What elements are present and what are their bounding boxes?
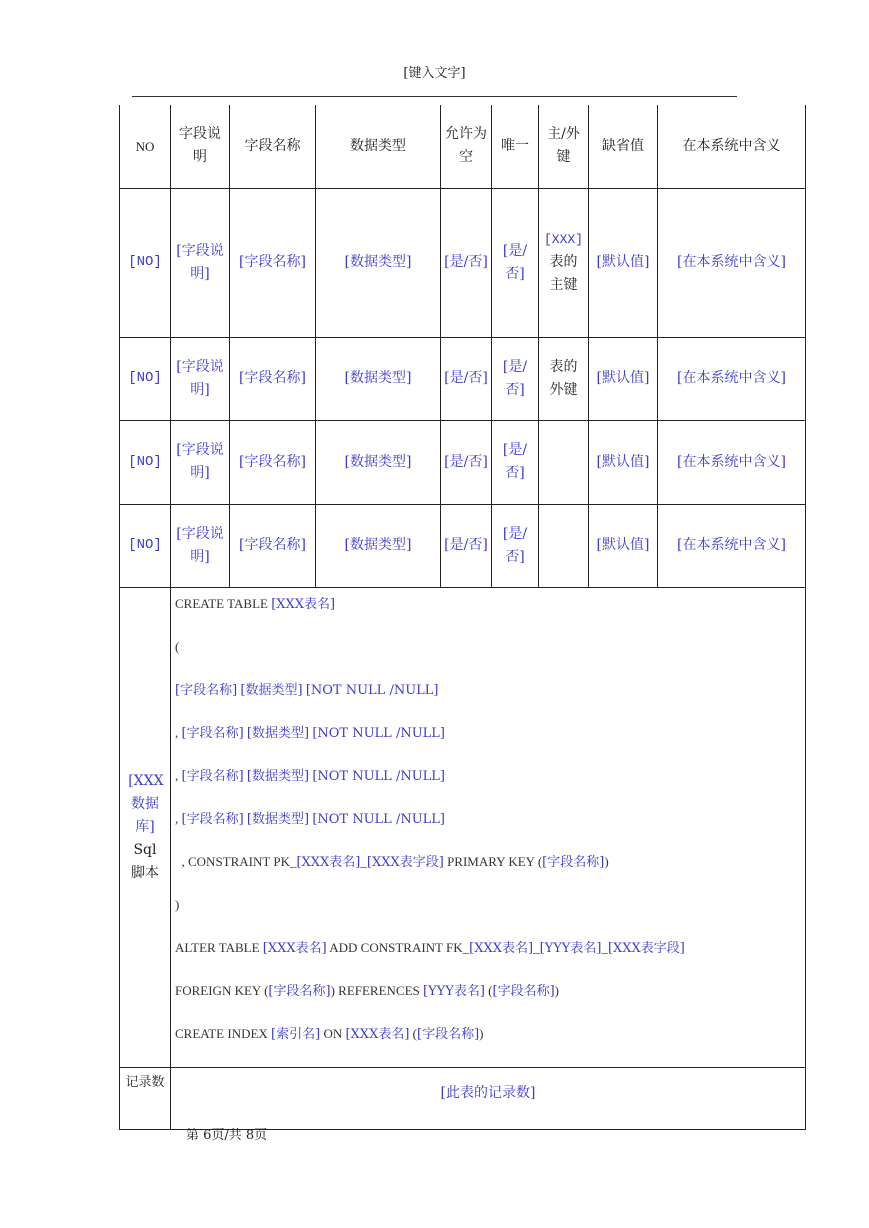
cell-default: [默认值] <box>589 337 658 420</box>
sql-line <box>175 1024 801 1067</box>
cell-data-type: [数据类型] <box>316 337 441 420</box>
sql-line <box>175 981 801 1024</box>
sql-keyword: ) <box>175 896 180 912</box>
sql-keyword: , <box>175 767 182 783</box>
sql-placeholder: [数据类型] <box>246 811 310 827</box>
key-text: 表的外键 <box>549 358 578 398</box>
cell-default: [默认值] <box>589 504 658 587</box>
sql-keyword: CREATE INDEX <box>175 1025 272 1041</box>
record-count-value: [此表的记录数] <box>171 1067 806 1129</box>
sql-keyword: ) <box>554 982 560 998</box>
sql-placeholder: [YYY表名] <box>423 983 485 999</box>
header-data-type: 数据类型 <box>316 105 441 188</box>
sql-placeholder: [字段名称] <box>181 725 244 741</box>
cell-key <box>539 420 589 504</box>
sql-placeholder: [XXX表名] <box>345 1026 410 1042</box>
record-count-label: 记录数 <box>120 1067 171 1129</box>
cell-meaning: [在本系统中含义] <box>658 420 806 504</box>
field-spec-table <box>119 105 806 1130</box>
cell-default: [默认值] <box>589 420 658 504</box>
cell-field-name: [字段名称] <box>230 504 316 587</box>
cell-data-type: [数据类型] <box>316 504 441 587</box>
sql-label-cell <box>120 587 171 1067</box>
key-table-ref: [XXX] <box>543 232 583 247</box>
sql-keyword: ADD CONSTRAINT FK_ <box>326 939 470 955</box>
sql-placeholder: [XXX表名] <box>271 596 336 612</box>
header-no: NO <box>120 105 171 188</box>
cell-field-name: [字段名称] <box>230 337 316 420</box>
cell-unique: [是/否] <box>492 188 539 337</box>
sql-placeholder: [字段名称] <box>181 768 244 784</box>
sql-keyword: ( <box>175 638 180 654</box>
cell-field-name: [字段名称] <box>230 188 316 337</box>
cell-meaning: [在本系统中含义] <box>658 504 806 587</box>
sql-placeholder: [XXX表字段] <box>366 854 444 870</box>
sql-placeholder: [XXX表名] <box>469 940 534 956</box>
table-row <box>120 188 806 337</box>
sql-line <box>175 637 801 680</box>
sql-keyword: ( <box>484 982 493 998</box>
sql-placeholder: [数据类型] <box>246 725 310 741</box>
cell-field-desc: [字段说明] <box>171 420 230 504</box>
page-footer: 第 6页/共 8页 <box>186 1128 268 1143</box>
sql-placeholder: [NOT NULL /NULL] <box>312 811 445 827</box>
sql-placeholder: [XXX表名] <box>296 854 361 870</box>
sql-placeholder: [字段名称] <box>268 983 331 999</box>
sql-keyword: ) REFERENCES <box>330 982 424 998</box>
sql-placeholder: [XXX表字段] <box>607 940 685 956</box>
table-row <box>120 337 806 420</box>
sql-keyword: ) <box>604 853 609 869</box>
sql-placeholder: [字段名称] <box>542 854 605 870</box>
sql-line <box>175 938 801 981</box>
cell-nullable: [是/否] <box>441 188 492 337</box>
sql-line <box>175 594 801 637</box>
cell-nullable: [是/否] <box>441 504 492 587</box>
sql-line <box>175 766 801 809</box>
sql-placeholder: [NOT NULL /NULL] <box>305 682 439 698</box>
sql-keyword: _ <box>533 939 540 955</box>
sql-line <box>175 852 801 895</box>
cell-field-desc: [字段说明] <box>171 337 230 420</box>
header-meaning: 在本系统中含义 <box>658 105 806 188</box>
sql-placeholder: [XXX表名] <box>262 940 327 956</box>
sql-placeholder: [NOT NULL /NULL] <box>312 768 445 784</box>
sql-keyword: , CONSTRAINT PK_ <box>175 853 297 869</box>
sql-placeholder: [数据类型] <box>246 768 310 784</box>
sql-keyword: ) <box>479 1025 484 1041</box>
header-unique: 唯一 <box>492 105 539 188</box>
sql-placeholder: [字段名称] <box>492 983 555 999</box>
table-row <box>120 420 806 504</box>
cell-meaning: [在本系统中含义] <box>658 188 806 337</box>
key-text: 表的主键 <box>549 254 578 293</box>
cell-nullable: [是/否] <box>441 420 492 504</box>
sql-keyword: _ <box>601 939 608 955</box>
sql-label-script: Sql脚本 <box>130 841 159 881</box>
header-field-name: 字段名称 <box>230 105 316 188</box>
sql-placeholder: [NOT NULL /NULL] <box>312 725 445 741</box>
cell-unique: [是/否] <box>492 420 539 504</box>
sql-placeholder: [字段名称] <box>181 811 244 827</box>
cell-key <box>539 337 589 420</box>
sql-line <box>175 809 801 852</box>
cell-unique: [是/否] <box>492 504 539 587</box>
header-field-desc: 字段说明 <box>171 105 230 188</box>
cell-no: [NO] <box>120 337 171 420</box>
sql-label-db: [XXX数据库] <box>128 772 164 835</box>
record-count-row <box>120 1067 806 1129</box>
sql-keyword: ( <box>409 1025 417 1041</box>
cell-no: [NO] <box>120 504 171 587</box>
sql-placeholder: [数据类型] <box>240 682 303 698</box>
sql-line <box>175 680 801 723</box>
page-header: [键入文字] <box>403 66 466 81</box>
header-key: 主/外键 <box>539 105 589 188</box>
sql-script-row <box>120 587 806 1067</box>
sql-keyword: ON <box>320 1025 346 1041</box>
cell-key <box>539 188 589 337</box>
cell-key <box>539 504 589 587</box>
sql-placeholder: [索引名] <box>271 1026 321 1042</box>
sql-keyword: , <box>175 810 182 826</box>
sql-keyword: ALTER TABLE <box>175 939 263 955</box>
table-row <box>120 504 806 587</box>
sql-placeholder: [字段名称] <box>417 1026 480 1042</box>
cell-meaning: [在本系统中含义] <box>658 337 806 420</box>
cell-unique: [是/否] <box>492 337 539 420</box>
sql-keyword: PRIMARY KEY ( <box>443 853 543 869</box>
cell-data-type: [数据类型] <box>316 188 441 337</box>
sql-keyword: , <box>175 724 182 740</box>
cell-field-desc: [字段说明] <box>171 188 230 337</box>
header-divider <box>132 96 737 97</box>
sql-placeholder: [YYY表名] <box>539 940 602 956</box>
sql-keyword: CREATE TABLE <box>175 595 272 611</box>
sql-keyword: _ <box>360 853 367 869</box>
cell-field-name: [字段名称] <box>230 420 316 504</box>
header-default: 缺省值 <box>589 105 658 188</box>
cell-no: [NO] <box>120 188 171 337</box>
sql-placeholder: [字段名称] <box>175 682 238 698</box>
sql-line <box>175 723 801 766</box>
table-header-row <box>120 105 806 188</box>
cell-data-type: [数据类型] <box>316 420 441 504</box>
sql-script-code <box>171 587 806 1067</box>
cell-nullable: [是/否] <box>441 337 492 420</box>
cell-default: [默认值] <box>589 188 658 337</box>
header-nullable: 允许为空 <box>441 105 492 188</box>
cell-no: [NO] <box>120 420 171 504</box>
sql-keyword: FOREIGN KEY ( <box>175 982 269 998</box>
cell-field-desc: [字段说明] <box>171 504 230 587</box>
sql-line <box>175 895 801 938</box>
